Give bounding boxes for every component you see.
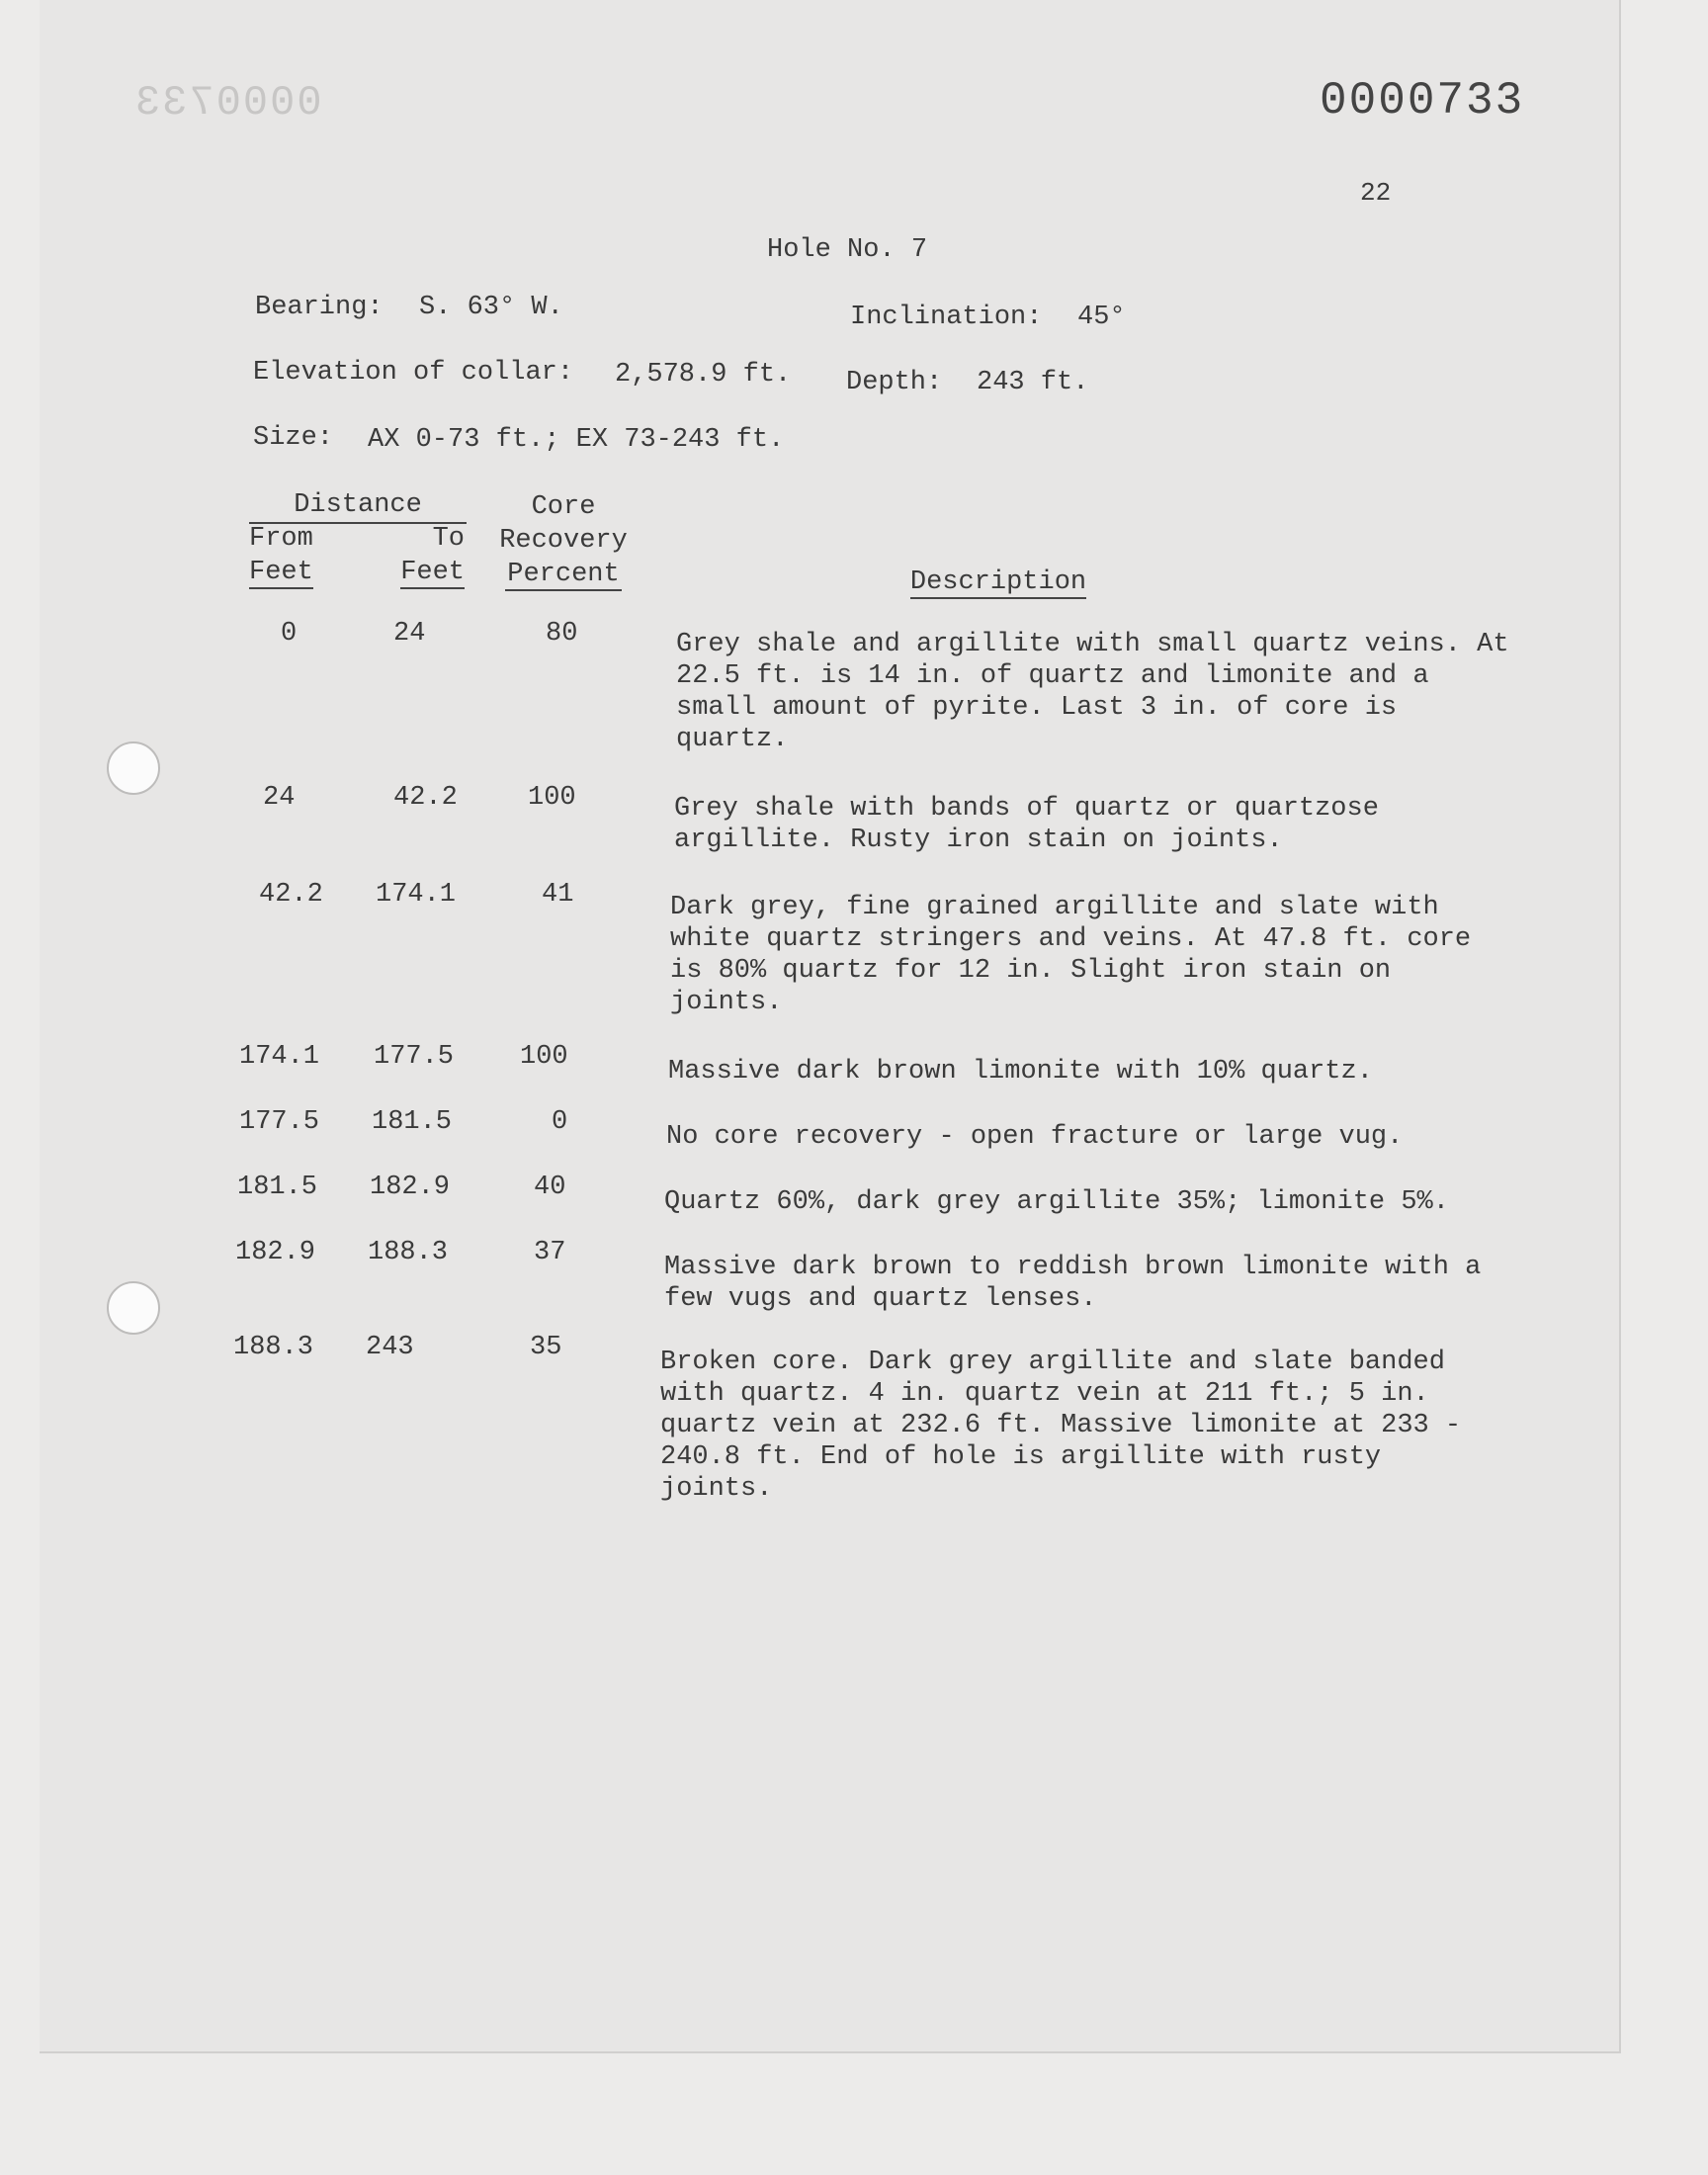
- punch-hole: [107, 1281, 160, 1335]
- bearing-value: S. 63° W.: [419, 293, 563, 322]
- cell-recovery: 37: [534, 1238, 566, 1267]
- inclination-label: Inclination:: [850, 303, 1043, 332]
- header-core-3: Percent: [507, 560, 620, 589]
- cell-recovery: 80: [546, 619, 578, 649]
- cell-to: 24: [393, 619, 426, 649]
- cell-to: 181.5: [372, 1107, 453, 1137]
- cell-from: 42.2: [259, 880, 323, 910]
- cell-to: 188.3: [368, 1238, 449, 1267]
- cell-recovery: 100: [528, 783, 576, 813]
- cell-to: 177.5: [374, 1042, 455, 1072]
- header-core-2: Recovery: [499, 526, 628, 556]
- cell-description: Dark grey, fine grained argillite and slate with white quartz stringers and veins. At 47.8 ft. core is 80% quartz for 12 in. Slight iron stain on joints.: [670, 893, 1472, 1017]
- cell-from: 174.1: [239, 1042, 320, 1072]
- header-description: Description: [909, 567, 1087, 597]
- cell-to: 42.2: [393, 783, 458, 813]
- header-distance: Distance: [249, 488, 467, 524]
- inclination-value: 45°: [1077, 303, 1126, 332]
- size-label: Size:: [253, 423, 334, 453]
- bearing-label: Bearing:: [255, 293, 384, 322]
- elevation-value: 2,578.9 ft.: [615, 360, 792, 390]
- depth-label: Depth:: [846, 368, 943, 397]
- depth-value: 243 ft.: [977, 368, 1089, 397]
- document-number: 0000733: [1320, 75, 1525, 127]
- header-from-2: Feet: [249, 558, 313, 587]
- cell-from: 177.5: [239, 1107, 320, 1137]
- page-title: Hole No. 7: [767, 235, 928, 265]
- cell-description: Grey shale and argillite with small quartz veins. At 22.5 ft. is 14 in. of quartz and limonite and a small amount of pyrite. Last 3 in. of core is quartz.: [676, 630, 1509, 754]
- cell-from: 182.9: [235, 1238, 316, 1267]
- cell-recovery: 40: [534, 1173, 566, 1202]
- cell-from: 181.5: [237, 1173, 318, 1202]
- cell-to: 243: [366, 1333, 414, 1362]
- page-number: 22: [1360, 178, 1392, 208]
- cell-description: Quartz 60%, dark grey argillite 35%; limonite 5%.: [664, 1187, 1449, 1217]
- punch-hole: [107, 741, 160, 795]
- header-to-1: To: [432, 524, 465, 554]
- header-core-1: Core: [531, 492, 596, 522]
- cell-description: Massive dark brown limonite with 10% quartz.: [668, 1057, 1373, 1087]
- size-value: AX 0-73 ft.; EX 73-243 ft.: [368, 425, 785, 455]
- cell-description: Massive dark brown to reddish brown limonite with a few vugs and quartz lenses.: [664, 1253, 1482, 1314]
- cell-recovery: 100: [520, 1042, 568, 1072]
- cell-to: 174.1: [376, 880, 457, 910]
- cell-description: Broken core. Dark grey argillite and slate banded with quartz. 4 in. quartz vein at 211 ft.; 5 in. quartz vein at 232.6 ft. Massive limonite at 233 - 240.8 ft. End of hole is argillite with rusty joints.: [660, 1348, 1462, 1504]
- bleed-through-number: 0000733: [133, 79, 322, 127]
- header-from-1: From: [249, 524, 313, 554]
- cell-from: 188.3: [233, 1333, 314, 1362]
- cell-recovery: 41: [542, 880, 574, 910]
- cell-recovery: 35: [530, 1333, 562, 1362]
- elevation-label: Elevation of collar:: [253, 358, 574, 388]
- cell-to: 182.9: [370, 1173, 451, 1202]
- header-to-2: Feet: [400, 558, 465, 587]
- cell-description: No core recovery - open fracture or large vug.: [666, 1122, 1404, 1152]
- cell-description: Grey shale with bands of quartz or quartzose argillite. Rusty iron stain on joints.: [674, 794, 1379, 855]
- cell-from: 24: [263, 783, 296, 813]
- cell-from: 0: [281, 619, 298, 649]
- cell-recovery: 0: [552, 1107, 568, 1137]
